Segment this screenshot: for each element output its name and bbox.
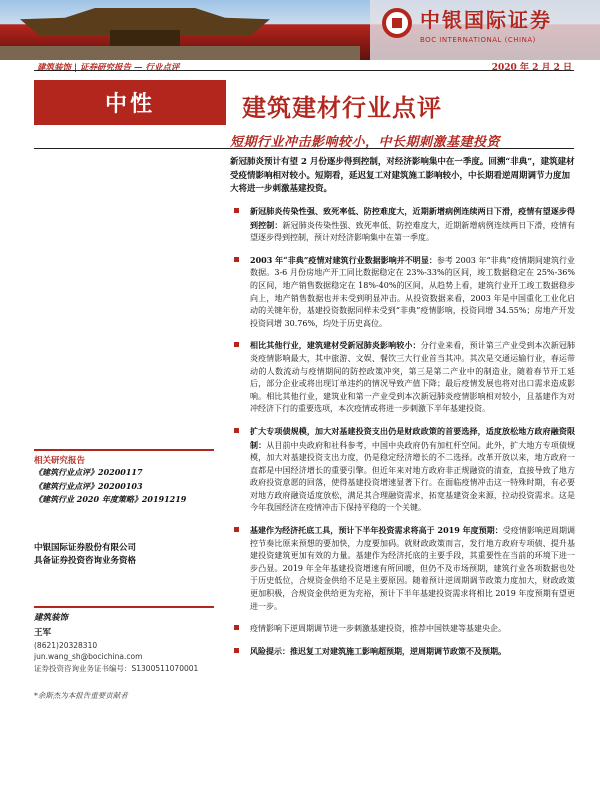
courtyard-graphic bbox=[0, 46, 360, 60]
report-date: 2020 年 2 月 2 日 bbox=[491, 63, 572, 73]
summary-paragraph: 新冠肺炎预计有望 2 月份逐步得到控制，对经济影响集中在一季度。回溯“非典”，建筑建材受疫情影响相对较小。短期看，延迟复工对建筑施工影响较小，中长期看逆周期调节力度加大将进一步刺激基建投资。 bbox=[230, 157, 575, 194]
sector-label: 建筑装饰 bbox=[34, 606, 214, 623]
key-point bbox=[230, 524, 575, 613]
key-point bbox=[230, 205, 575, 245]
firm-name: 中银国际证券股份有限公司 bbox=[34, 543, 137, 553]
key-point-lead: 新冠肺炎传染性强、致死率低、防控难度大，近期新增病例连续两日下滑，疫情有望逐步得到控制： bbox=[250, 206, 575, 230]
title-divider bbox=[34, 148, 574, 149]
related-report-item[interactable]: 《建筑行业点评》20200117 bbox=[34, 467, 143, 477]
report-subtitle: 短期行业冲击影响较小，中长期刺激基建投资 bbox=[230, 135, 501, 150]
key-point-body: 受疫情影响逆周期调控节奏比原来预想的要加快，力度要加码。就财政政策而言，发行地方政府专项债、提升基建投资建筑更加有效的力量。基建作为经济托底的主要手段，其重要性在当前的环境下进一步凸显。2019 年全年基建投资增速有所回暖，但仍不及市场预期，建筑行业各项数据也处于历史低位，合规资金供给不足是主要原因。随着预计逆周期调节政策力度加大，财政政策更加积极，合规资金供给更为充裕，预计下半年基建投资需求将相比 2019 年度预期有望更进一步。 bbox=[250, 526, 575, 611]
brand-logo bbox=[370, 0, 600, 60]
report-title: 建筑建材行业点评 bbox=[242, 93, 442, 122]
key-point-body: 从目前中央政府和社科参考，中国中央政府仍有加杠杆空间。此外，扩大地方专项债规模，加大对基建投资支出力度，仍是稳定经济增长的不二选择。改革开放以来，地方政府一直都是中国经济增长的重要引擎。但近年来对地方政府非正规融资的清查，直接导致了地方政府投资意愿的回落，使得基建投资增速显著下行。在面临疫情冲击这一特殊时期，有必要对地方政府融资适度放松，满足其合理融资需求，拓宽基建资金来源，拉动投资需求。这是今年我国经济在疫情冲击下保持平稳的一个关键。 bbox=[250, 440, 576, 513]
key-point-lead: 风险提示：推迟复工对建筑施工影响超预期，逆周期调节政策不及预期。 bbox=[250, 645, 506, 656]
key-point-body: 参考 2003 年“非典”疫情期间建筑行业数据。3-6 月份房地产开工同比数据稳定在 23%-33%的区间，竣工数据稳定在 25%-36%的区间，地产销售数据稳定在 18%-40%的区间，从趋势上看，建筑行业开工竣工数据稳步向上，地产销售数据也并未受到明显冲击。从投资数据来看，2003 年是中国重化工业化启动的关键年份，基建投资数据同样未受到“非典”疫情影响，投资同增 34.55%；房地产开发投资同增 30.76%，均处于历史高位。 bbox=[250, 255, 575, 328]
logo-cn-text: 中银国际证券 bbox=[420, 8, 552, 32]
analyst-phone: (8621)20328310 bbox=[34, 640, 98, 650]
key-point bbox=[230, 254, 575, 331]
related-report-item[interactable]: 《建筑行业点评》20200103 bbox=[34, 480, 143, 491]
header-banner-image bbox=[0, 0, 600, 60]
contributor-note: *余斯杰为本报告重要贡献者 bbox=[34, 691, 128, 700]
key-point bbox=[230, 339, 575, 416]
analyst-email[interactable]: jun.wang_sh@bocichina.com bbox=[34, 652, 143, 661]
header-divider bbox=[34, 70, 574, 71]
key-points-list bbox=[230, 205, 575, 667]
key-point-lead: 基建作为经济托底工具，预计下半年投资需求将高于 2019 年度预期： bbox=[250, 525, 503, 536]
related-reports-list bbox=[34, 466, 214, 507]
key-point-body: 疫情影响下逆周期调节进一步刺激基建投资，推荐中国铁建等基建央企。 bbox=[250, 624, 506, 634]
key-point-lead: 相比其他行业，建筑建材受新冠肺炎影响较小： bbox=[250, 340, 421, 351]
analyst-license: 证券投资咨询业务证书编号：S1300511070001 bbox=[34, 663, 199, 673]
firm-qualification: 具备证券投资咨询业务资格 bbox=[34, 556, 137, 566]
logo-en-text: BOC INTERNATIONAL (CHINA) bbox=[420, 36, 536, 44]
key-point bbox=[230, 622, 575, 636]
key-point-body: 分行业来看，预计第三产业受到本次新冠肺炎疫情影响最大，其中旅游、文娱、餐饮三大行业首当其冲。其次是交通运输行业，春运带动的人数流动与疫情期间的防控政策冲突，第三是第二产业中的制造业，随着春节开工延后，部分企业或将出现订单违约的情况导致产值下降；最后疫情发展也将对出口需求造成影响。相比其他行业，建筑业和第一产业受到本次新冠肺炎疫情影响相对较小，且基建作为对冲经济下行的重要选项，本次疫情或将进一步刺激下半年基建投资。 bbox=[250, 341, 576, 414]
related-reports-title: 相关研究报告 bbox=[34, 449, 214, 466]
key-point-body: 新冠肺炎传染性强、致死率低、防控难度大，近期新增病例连续两日下滑，疫情有望逐步得到控制，预计对经济影响集中在第一季度。 bbox=[250, 220, 575, 243]
risk-warning bbox=[230, 645, 575, 659]
analyst-info bbox=[34, 628, 214, 674]
firm-info bbox=[34, 542, 214, 568]
bank-logo-icon bbox=[382, 8, 412, 38]
related-report-item[interactable]: 《建筑行业 2020 年度策略》20191219 bbox=[34, 494, 187, 504]
key-point-lead: 2003 年“非典”疫情对建筑行业数据影响并不明显： bbox=[250, 254, 437, 265]
report-category: 建筑装饰 | 证券研究报告 — 行业点评 bbox=[37, 63, 180, 73]
key-point-lead: 扩大专项债规模，加大对基建投资支出仍是财政政策的首要选择，适度放松地方政府融资限制： bbox=[250, 425, 575, 450]
key-point bbox=[230, 425, 575, 515]
analyst-name: 王军 bbox=[34, 628, 52, 638]
rating-badge: 中性 bbox=[34, 80, 226, 125]
